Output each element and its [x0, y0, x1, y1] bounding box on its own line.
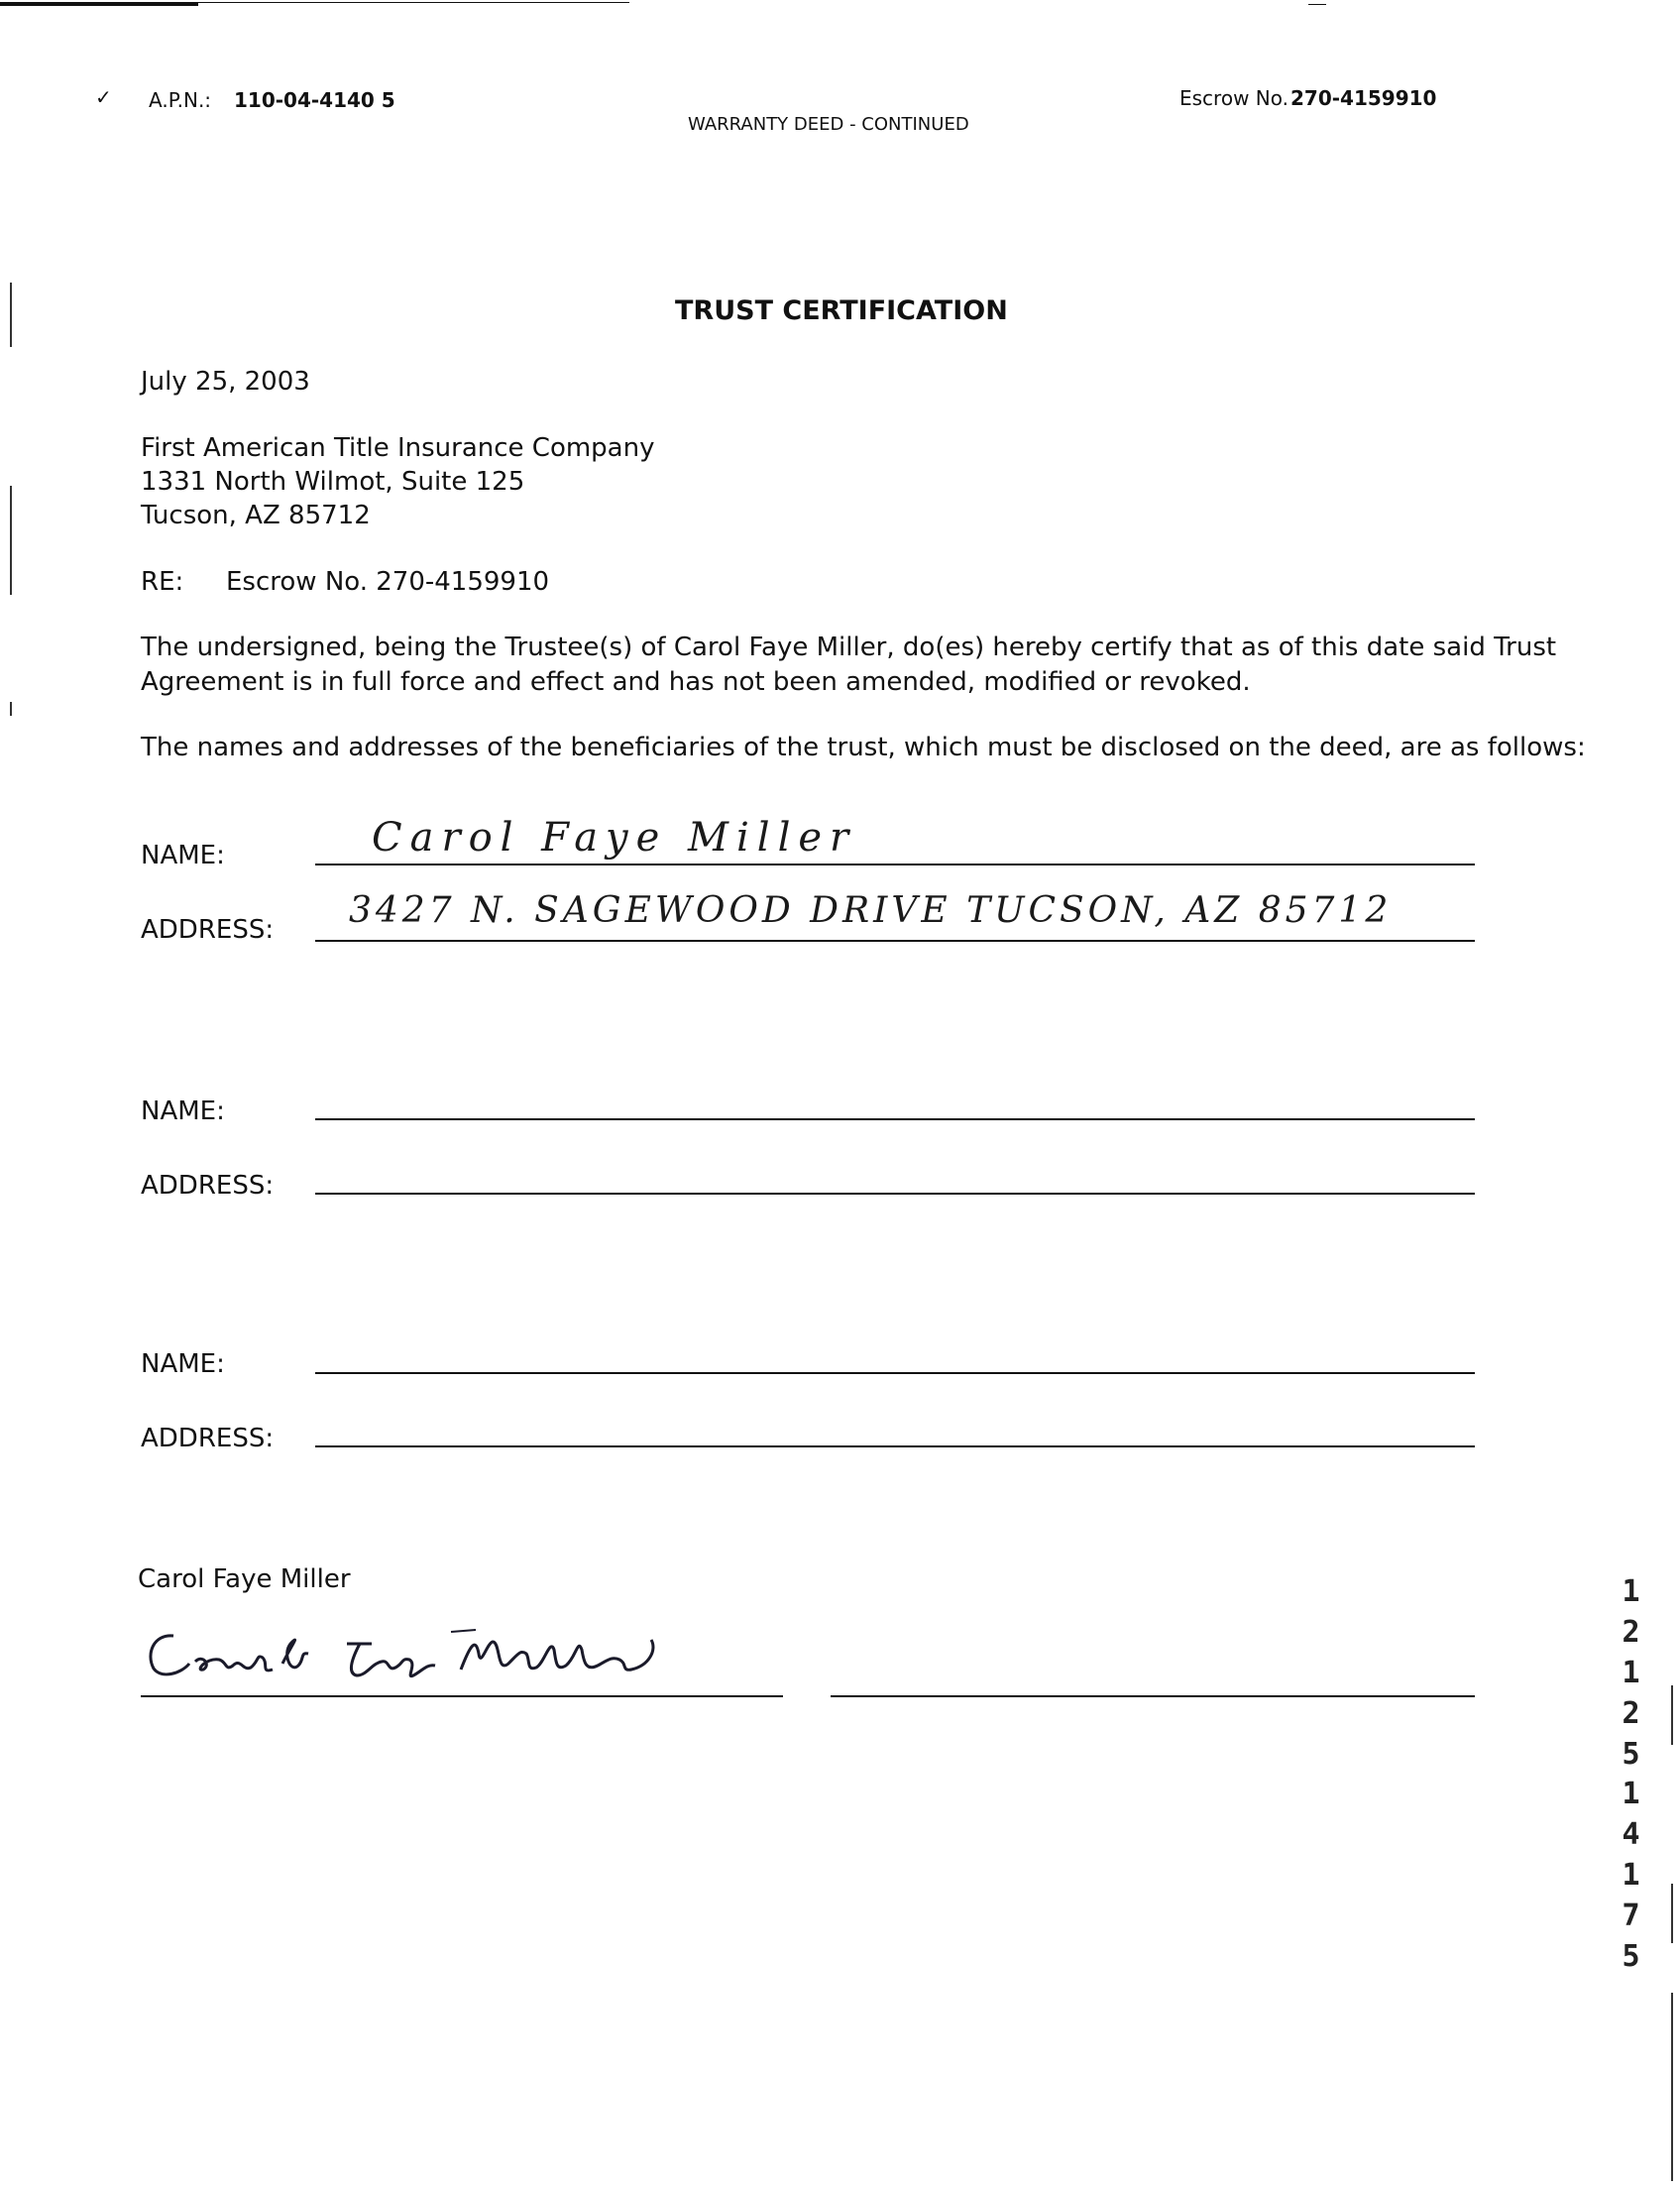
recipient-line-1: First American Title Insurance Company — [141, 433, 655, 463]
beneficiary-3-name-line — [315, 1372, 1475, 1374]
top-scan-line-right — [198, 2, 629, 3]
recipient-line-2: 1331 North Wilmot, Suite 125 — [141, 467, 525, 497]
signature-line-right — [831, 1695, 1475, 1697]
recording-stamp-part-2: 14175 — [1614, 1777, 1648, 1980]
certification-paragraph-line-1: The undersigned, being the Trustee(s) of Carol Faye Miller, do(es) hereby certify that as of this date said Trust — [141, 633, 1557, 662]
page-title: TRUST CERTIFICATION — [675, 295, 1008, 326]
beneficiary-1-address-line — [315, 940, 1475, 942]
beneficiary-1-address-value: 3427 N. SAGEWOOD DRIVE TUCSON, AZ 85712 — [349, 890, 1393, 931]
beneficiary-2-address-line — [315, 1193, 1475, 1195]
top-scan-line-left — [0, 2, 198, 6]
beneficiary-1-name-label: NAME: — [141, 841, 225, 870]
stamp-bar — [1671, 1993, 1673, 2181]
top-scan-dash — [1308, 4, 1326, 5]
stamp-bar — [1671, 1884, 1673, 1943]
beneficiary-3-address-label: ADDRESS: — [141, 1424, 275, 1453]
document-subtitle: WARRANTY DEED - CONTINUED — [688, 114, 969, 135]
signature-text-hidden — [134, 1616, 135, 1617]
signature — [134, 1614, 788, 1693]
signature-line-left — [141, 1695, 783, 1697]
beneficiary-3-name-label: NAME: — [141, 1349, 225, 1379]
margin-mark — [10, 486, 12, 595]
document-date: July 25, 2003 — [141, 367, 310, 397]
beneficiary-2-name-line — [315, 1118, 1475, 1120]
recording-stamp-part-1: 12125 — [1614, 1574, 1648, 1778]
re-label: RE: — [141, 567, 184, 597]
beneficiaries-paragraph: The names and addresses of the beneficiaries of the trust, which must be disclosed on the deed, are as follows: — [141, 733, 1586, 762]
check-mark-icon: ✓ — [95, 85, 112, 109]
margin-mark — [10, 702, 12, 716]
escrow-value: 270-4159910 — [1290, 86, 1437, 110]
beneficiary-1-name-value: Carol Faye Miller — [372, 815, 857, 861]
beneficiary-1-address-label: ADDRESS: — [141, 915, 275, 945]
escrow-label: Escrow No. — [1179, 86, 1288, 110]
apn-value: 110-04-4140 5 — [234, 88, 395, 112]
re-value: Escrow No. 270-4159910 — [226, 567, 550, 597]
margin-mark — [10, 283, 12, 347]
beneficiary-1-name-line — [315, 864, 1475, 865]
apn-label: A.P.N.: — [149, 88, 212, 112]
beneficiary-2-address-label: ADDRESS: — [141, 1171, 275, 1201]
stamp-bar — [1671, 1685, 1673, 1745]
certification-paragraph-line-2: Agreement is in full force and effect and has not been amended, modified or revoked. — [141, 667, 1251, 697]
beneficiary-3-address-line — [315, 1445, 1475, 1447]
beneficiary-2-name-label: NAME: — [141, 1096, 225, 1126]
recipient-line-3: Tucson, AZ 85712 — [141, 501, 371, 530]
signer-name: Carol Faye Miller — [138, 1564, 351, 1594]
